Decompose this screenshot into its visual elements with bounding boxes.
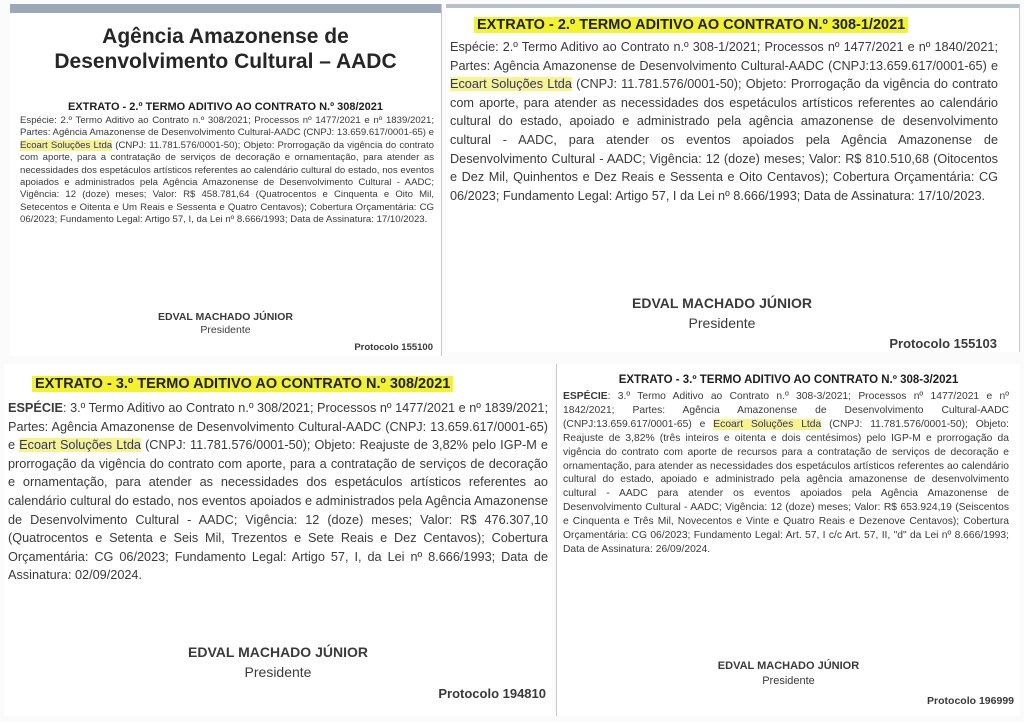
extract-body (450, 38, 998, 205)
heading-highlight: EXTRATO - 2.º TERMO ADITIVO AO CONTRATO N.º 308-1/2021 (474, 17, 908, 33)
protocol-number: Protocolo 194810 (438, 686, 546, 701)
header-bar (10, 4, 441, 13)
extract-panel-4 (556, 364, 1020, 716)
signer-role: Presidente (200, 324, 251, 336)
signer-role: Presidente (762, 675, 815, 687)
signer-role: Presidente (244, 664, 312, 680)
organization-title-line2: Desenvolvimento Cultural – AADC (54, 50, 397, 73)
signer-name: EDVAL MACHADO JÚNIOR (158, 311, 293, 323)
extract-text-after: (CNPJ: 11.781.576/0001-50); Objeto: Reajuste de 3,82% pelo IGP-M e prorrogação da vigência do contrato com aporte, para a contratação de serviços de decoração e ornamentação, para atender as necessidades dos espetáculos artísticos referentes ao calendário cultural do estado, nos eventos apoiados e administrados pela Agência Amazonense de Desenvolvimento Cultural - AADC; Vigência: 12 (doze) meses; Valor: R$ 476.307,10 (Quatrocentos e Setenta e Seis Mil, Trezentos e Sete Reais e Dez Centavos); Cobertura Orçamentária: CG 06/2023; Fundamento Legal: Artigo 57, I, da Lei nº 8.666/1993; Data de Assinatura: 02/09/2024. (8, 438, 548, 583)
extract-panel-1 (10, 4, 442, 356)
extract-panel-2 (446, 4, 1020, 352)
company-name-highlight: Ecoart Soluções Ltda (450, 77, 572, 92)
extract-heading (32, 376, 453, 392)
header-bar (446, 4, 1019, 8)
extract-heading: EXTRATO - 2.º TERMO ADITIVO AO CONTRATO N.º 308/2021 (67, 101, 384, 113)
extract-text-before: Espécie: 2.º Termo Aditivo ao Contrato n.º 308-1/2021; Processos nº 1477/2021 e nº 1840/2021; Partes: Agência Amazonense de Desenvolvimento Cultural-AADC (CNPJ:13.659.617/0001-65) e (450, 40, 998, 73)
extract-text-after: (CNPJ: 11.781.576/0001-50); Objeto: Prorrogação da vigência do contrato com aporte, para a contratação de serviços de decoração e ornamentação, para atender as necessidades dos espetáculos artísticos referentes ao calendário cultural do estado, nos eventos apoiados e administrados pela Agência Amazonense de Desenvolvimento Cultural - AADC; Vigência: 12 (doze) meses; Valor: R$ 458.781,64 (Quatrocentos e Cinquenta e Oito Mil, Setecentos e Oitenta e Um Reais e Sessenta e Quatro Centavos); Cobertura Orçamentária: CG 06/2023; Fundamento Legal: Artigo 57, I, da Lei nº 8.666/1993; Data de Assinatura: 17/10/2023. (20, 139, 434, 226)
extract-panel-3 (4, 364, 552, 716)
extract-heading: EXTRATO - 3.º TERMO ADITIVO AO CONTRATO N.º 308-3/2021 (618, 374, 959, 386)
protocol-number: Protocolo 196999 (927, 695, 1014, 707)
extract-text-after: (CNPJ: 11.781.576/0001-50); Objeto: Reajuste de 3,82% (três inteiros e oitenta e dois centésimos) pelo IGP-M e prorrogação da vigência do contrato com aporte de recursos para a contratação de serviços de decoração e ornamentação, para atender as necessidades dos espetáculos artísticos referentes ao calendário cultural do estado, apoiado e administrado pela agência amazonense de desenvolvimento cultural - AADC para atender os eventos apoiados pela Agência Amazonense de Desenvolvimento Cultural - AADC; Vigência: 12 (doze) meses; Valor: R$ 653.924,19 (Seiscentos e Cinquenta e Três Mil, Novecentos e Vinte e Quatro Reais e Dezenove Centavos); Cobertura Orçamentária: CG 06/2023; Fundamento Legal: Art. 57, I c/c Art. 57, II, "d" da Lei nº 8.666/1993; Data de Assinatura: 26/09/2024. (563, 418, 1009, 555)
extract-body (563, 390, 1009, 557)
extract-body (8, 399, 548, 585)
extract-lead: ESPÉCIE (8, 401, 63, 415)
extract-lead: ESPÉCIE (563, 391, 608, 402)
organization-title (10, 24, 441, 74)
extract-text-before: : 3.º Termo Aditivo ao Contrato n.º 308-3/2021; Processos nº 1477/2021 e nº 1842/2021; Partes: Agência Amazonense de Desenvolvimento Cultural-AADC (CNPJ:13.659.617/0001-65) e (563, 391, 1009, 430)
extract-text-before: : 3.º Termo Aditivo ao Contrato n.º 308/2021; Processos nº 1477/2021 e nº 1839/2021; Partes: Agência Amazonense de Desenvolvimento Cultural-AADC (CNPJ: 13.659.617/0001-65) e (8, 401, 548, 453)
company-name-highlight: Ecoart Soluções Ltda (713, 418, 822, 430)
extract-body (20, 115, 434, 227)
signer-name: EDVAL MACHADO JÚNIOR (632, 295, 812, 311)
company-name-highlight: Ecoart Soluções Ltda (20, 139, 113, 151)
protocol-number: Protocolo 155100 (354, 342, 433, 353)
protocol-number: Protocolo 155103 (889, 336, 997, 351)
extract-text-before: Espécie: 2.º Termo Aditivo ao Contrato n.º 308/2021; Processos nº 1477/2021 e nº 1839/2021; Partes: Agência Amazonense de Desenvolvimento Cultural-AADC (CNPJ: 13.659.617/0001-65) e (20, 115, 434, 139)
heading-highlight: EXTRATO - 3.º TERMO ADITIVO AO CONTRATO N.º 308/2021 (32, 376, 453, 392)
signer-name: EDVAL MACHADO JÚNIOR (717, 660, 860, 672)
extract-text-after: (CNPJ: 11.781.576/0001-50); Objeto: Prorrogação da vigência do contrato com aporte, para atender as necessidades dos espetáculos artísticos referentes ao calendário cultural do estado, apoiado e administrado pela agência amazonense de desenvolvimento cultural - AADC, para atender os eventos apoiados pela Agência Amazonense de Desenvolvimento Cultural - AADC; Vigência: 12 (doze) meses; Valor: R$ 810.510,68 (Oitocentos e Dez Mil, Quinhentos e Dez Reais e Sessenta e Oito Centavos); Cobertura Orçamentária: CG 06/2023; Fundamento Legal: Artigo 57, I da Lei nº 8.666/1993; Data de Assinatura: 17/10/2023. (450, 77, 998, 203)
extract-heading (474, 17, 908, 33)
company-name-highlight: Ecoart Soluções Ltda (19, 438, 141, 453)
organization-title-line1: Agência Amazonense de (102, 25, 349, 48)
signer-role: Presidente (688, 315, 756, 331)
signer-name: EDVAL MACHADO JÚNIOR (188, 644, 368, 660)
